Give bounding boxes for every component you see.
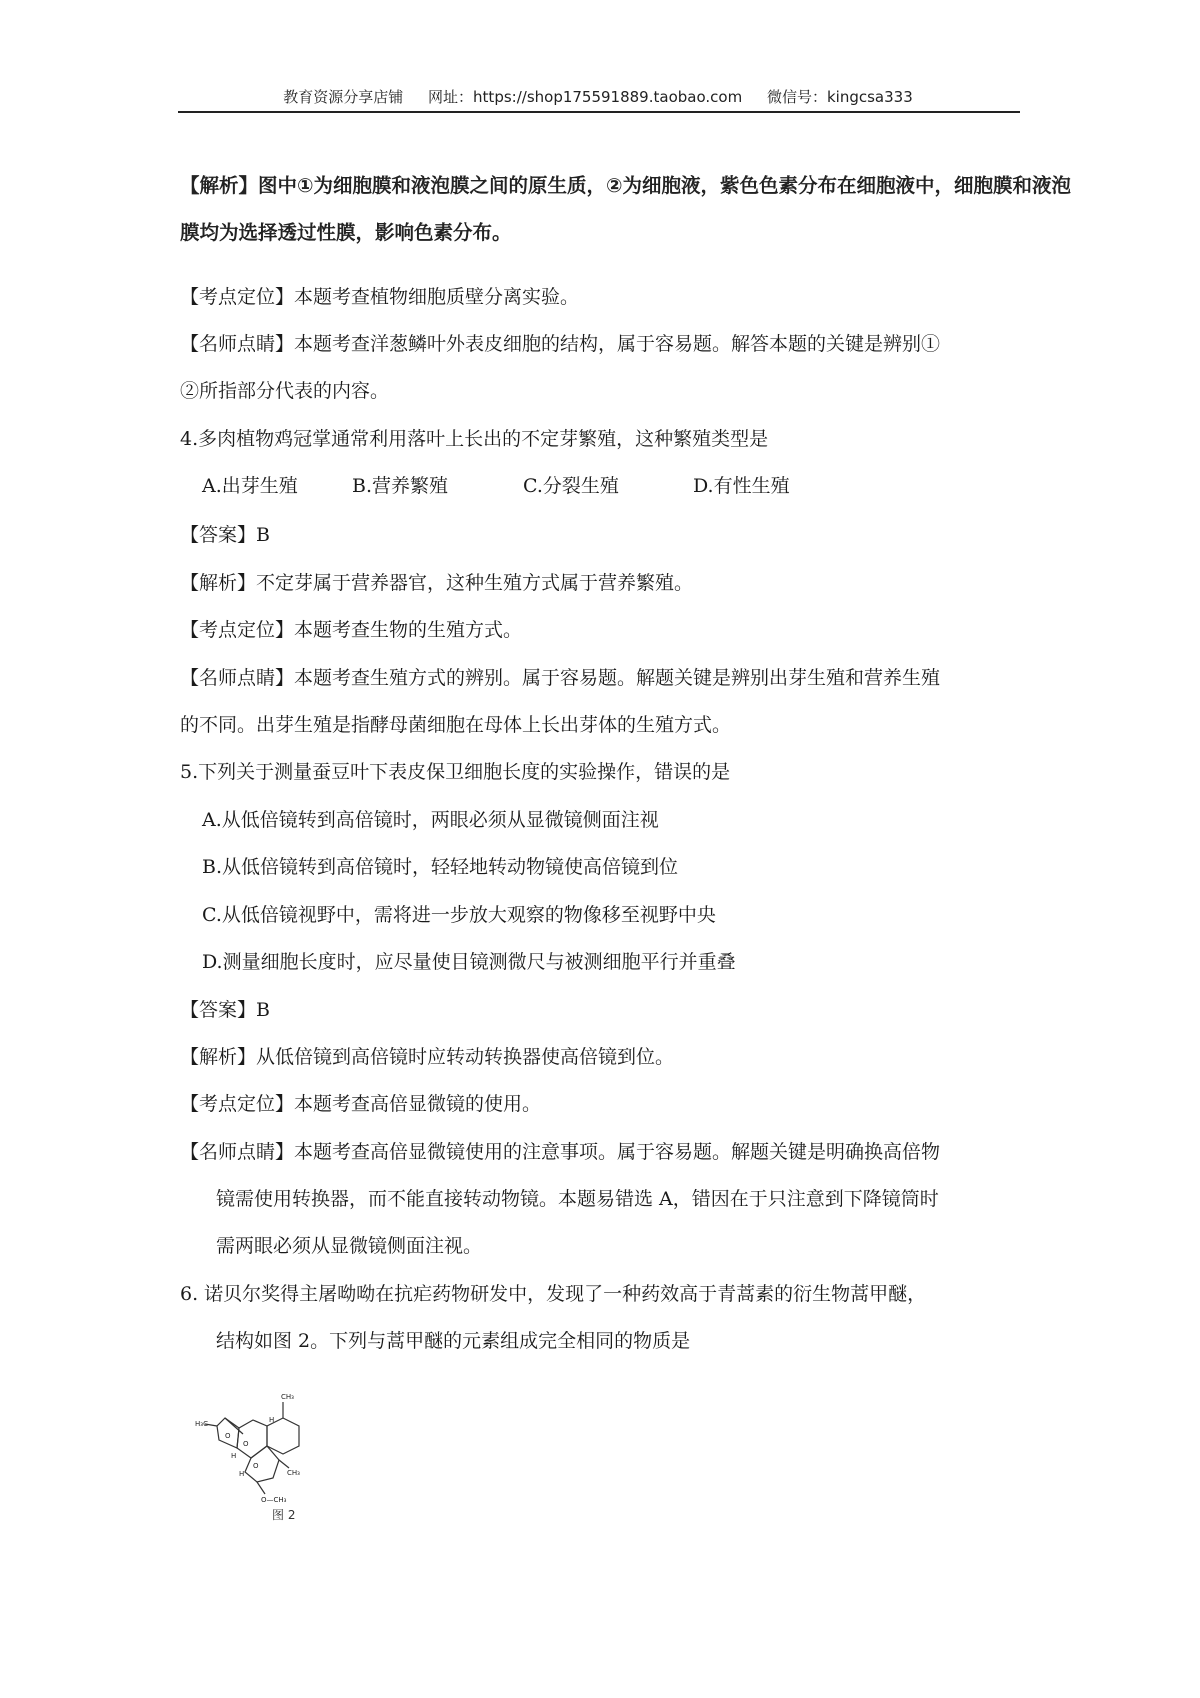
q5-option-c: C.从低倍镜视野中，需将进一步放大观察的物像移至视野中央 — [202, 904, 716, 926]
q4-option-b: B.营养繁殖 — [352, 475, 449, 497]
q5-kaodian: 【考点定位】本题考查高倍显微镜的使用。 — [180, 1093, 542, 1115]
page-header — [178, 86, 1018, 107]
label-h2: H — [231, 1452, 237, 1460]
artemether-structure-figure — [195, 1388, 335, 1523]
q3-analysis-line2: 膜均为选择透过性膜，影响色素分布。 — [180, 221, 512, 244]
shop-name: 教育资源分享店铺 — [283, 88, 404, 106]
q5-option-a: A.从低倍镜转到高倍镜时，两眼必须从显微镜侧面注视 — [202, 809, 659, 831]
wechat-id: 微信号：kingcsa333 — [766, 88, 913, 106]
q5-mingshi-line3: 需两眼必须从显微镜侧面注视。 — [216, 1235, 483, 1257]
bond-right-methyl — [279, 1460, 289, 1468]
label-ch3-right: CH₃ — [287, 1469, 300, 1477]
label-h1: H — [269, 1416, 275, 1424]
q3-kaodian: 【考点定位】本题考查植物细胞质壁分离实验。 — [180, 286, 580, 308]
label-o2: O — [243, 1440, 249, 1448]
q5-answer: 【答案】B — [180, 999, 270, 1021]
q3-analysis-line1: 【解析】图中①为细胞膜和液泡膜之间的原生质，②为细胞液，紫色色素分布在细胞液中，细胞膜和液泡 — [180, 174, 1072, 197]
q4-mingshi-line2: 的不同。出芽生殖是指酵母菌细胞在母体上长出芽体的生殖方式。 — [180, 714, 732, 736]
q4-analysis: 【解析】不定芽属于营养器官，这种生殖方式属于营养繁殖。 — [180, 572, 694, 594]
label-h3: H — [239, 1470, 245, 1478]
q3-mingshi-line2: ②所指部分代表的内容。 — [180, 380, 390, 402]
label-ch3-top: CH₃ — [281, 1393, 294, 1401]
q4-mingshi-line1: 【名师点睛】本题考查生殖方式的辨别。属于容易题。解题关键是辨别出芽生殖和营养生殖 — [180, 667, 941, 689]
q5-analysis: 【解析】从低倍镜到高倍镜时应转动转换器使高倍镜到位。 — [180, 1046, 675, 1068]
label-o1: O — [225, 1432, 231, 1440]
q5-stem: 5.下列关于测量蚕豆叶下表皮保卫细胞长度的实验操作，错误的是 — [180, 761, 731, 783]
shop-url: 网址：https://shop175591889.taobao.com — [428, 88, 743, 106]
q4-stem: 4.多肉植物鸡冠掌通常利用落叶上长出的不定芽繁殖，这种繁殖类型是 — [180, 428, 769, 450]
q4-answer: 【答案】B — [180, 524, 270, 546]
ring-pyran — [245, 1446, 279, 1482]
q5-option-d: D.测量细胞长度时，应尽量使目镜测微尺与被测细胞平行并重叠 — [202, 951, 736, 973]
artemether-structure-svg — [195, 1388, 335, 1523]
bond-methoxy — [257, 1482, 265, 1494]
q5-mingshi-line1: 【名师点睛】本题考查高倍显微镜使用的注意事项。属于容易题。解题关键是明确换高倍物 — [180, 1141, 941, 1163]
q4-kaodian: 【考点定位】本题考查生物的生殖方式。 — [180, 619, 523, 641]
q5-mingshi-line2: 镜需使用转换器，而不能直接转动物镜。本题易错选 A，错因在于只注意到下降镜筒时 — [216, 1188, 939, 1210]
q4-option-d: D.有性生殖 — [693, 475, 790, 497]
q3-mingshi-line1: 【名师点睛】本题考查洋葱鳞叶外表皮细胞的结构，属于容易题。解答本题的关键是辨别① — [180, 333, 941, 355]
q6-stem-line2: 结构如图 2。下列与蒿甲醚的元素组成完全相同的物质是 — [216, 1330, 691, 1352]
q6-stem-line1: 6. 诺贝尔奖得主屠呦呦在抗疟药物研发中，发现了一种药效高于青蒿素的衍生物蒿甲醚， — [180, 1283, 927, 1305]
q5-option-b: B.从低倍镜转到高倍镜时，轻轻地转动物镜使高倍镜到位 — [202, 856, 679, 878]
figure-caption: 图 2 — [272, 1508, 296, 1522]
label-o3: O — [253, 1462, 259, 1470]
header-rule — [178, 111, 1020, 113]
q4-option-c: C.分裂生殖 — [523, 475, 619, 497]
label-och3: O—CH₃ — [261, 1496, 287, 1504]
q4-option-a: A.出芽生殖 — [202, 475, 298, 497]
ring-central — [237, 1420, 267, 1458]
label-h3c-left: H₃C — [195, 1420, 208, 1428]
